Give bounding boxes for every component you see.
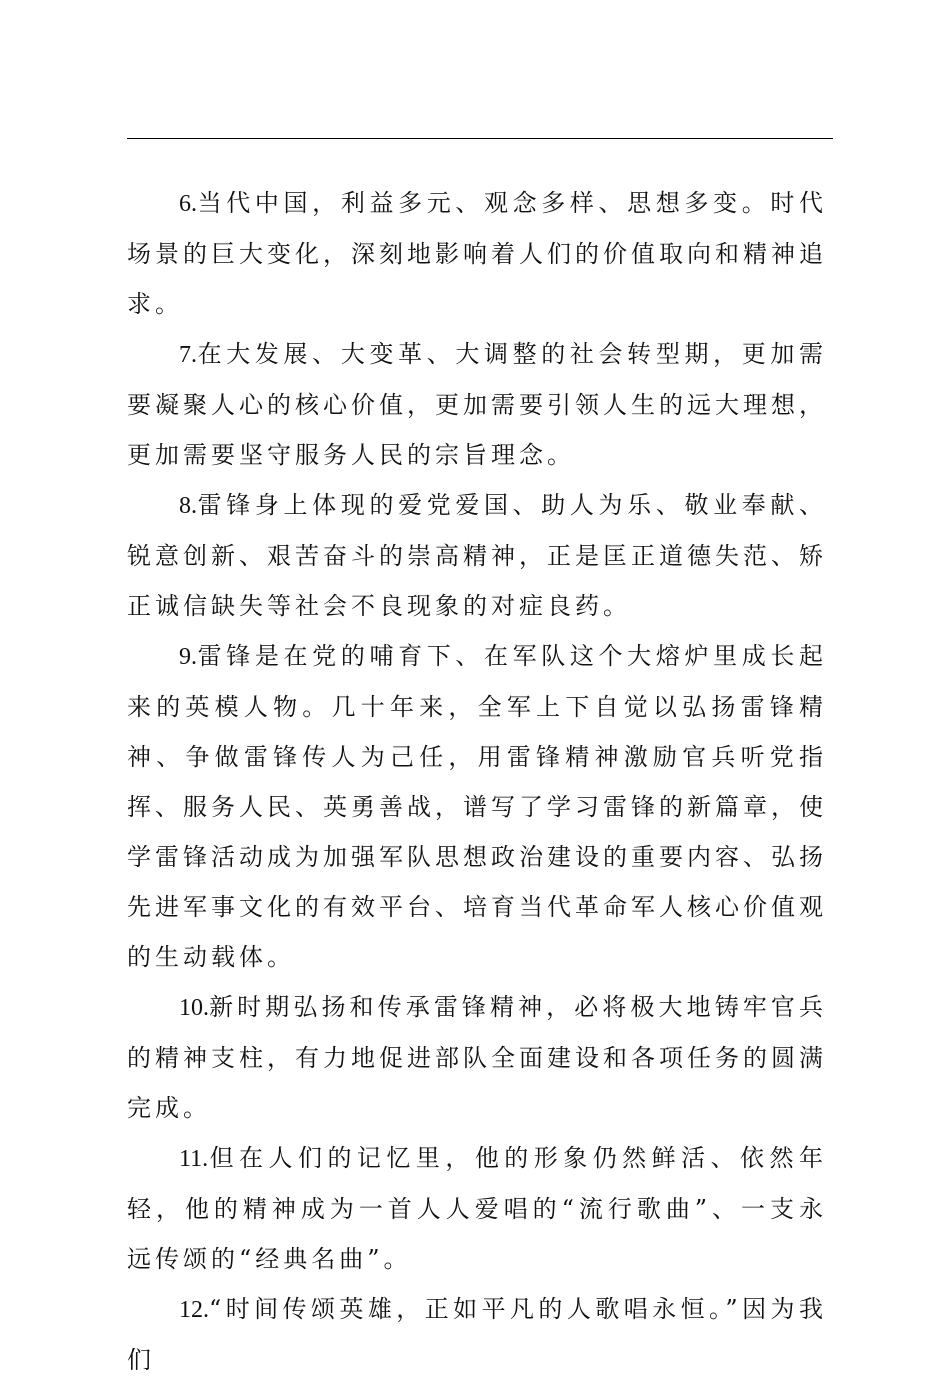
paragraph-text: 当代中国，利益多元、观念多样、思想多变。时代场景的巨大变化，深刻地影响着人们的价值取向和精神追求。 — [127, 189, 827, 318]
paragraph-text: “时间传颂英雄，正如平凡的人歌唱永恒。”因为我们 — [127, 1295, 827, 1374]
paragraph-number: 11. — [179, 1146, 209, 1172]
paragraph-number: 6. — [179, 191, 197, 217]
paragraph-number: 9. — [179, 644, 197, 670]
paragraph-11 — [127, 1133, 827, 1284]
header-rule — [127, 138, 833, 139]
paragraph-number: 10. — [179, 995, 209, 1021]
paragraph-number: 12. — [179, 1297, 209, 1323]
paragraph-number: 8. — [179, 493, 197, 519]
paragraph-10 — [127, 982, 827, 1133]
paragraph-text: 但在人们的记忆里，他的形象仍然鲜活、依然年轻，他的精神成为一首人人爱唱的“流行歌曲”、一支永远传颂的“经典名曲”。 — [127, 1144, 827, 1273]
paragraph-12 — [127, 1284, 827, 1385]
paragraph-number: 7. — [179, 342, 197, 368]
paragraph-text: 雷锋身上体现的爱党爱国、助人为乐、敬业奉献、锐意创新、艰苦奋斗的崇高精神，正是匡正道德失范、矫正诚信缺失等社会不良现象的对症良药。 — [127, 491, 827, 620]
paragraph-6 — [127, 178, 827, 329]
paragraph-9 — [127, 631, 827, 982]
paragraph-text: 雷锋是在党的哺育下、在军队这个大熔炉里成长起来的英模人物。几十年来，全军上下自觉以弘扬雷锋精神、争做雷锋传人为己任，用雷锋精神激励官兵听党指挥、服务人民、英勇善战，谱写了学习雷锋的新篇章，使学雷锋活动成为加强军队思想政治建设的重要内容、弘扬先进军事文化的有效平台、培育当代革命军人核心价值观的生动载体。 — [127, 642, 827, 971]
paragraph-7 — [127, 329, 827, 480]
paragraph-text: 在大发展、大变革、大调整的社会转型期，更加需要凝聚人心的核心价值，更加需要引领人生的远大理想，更加需要坚守服务人民的宗旨理念。 — [127, 340, 827, 469]
document-body — [127, 178, 827, 1385]
paragraph-8 — [127, 480, 827, 631]
paragraph-text: 新时期弘扬和传承雷锋精神，必将极大地铸牢官兵的精神支柱，有力地促进部队全面建设和各项任务的圆满完成。 — [127, 993, 827, 1122]
